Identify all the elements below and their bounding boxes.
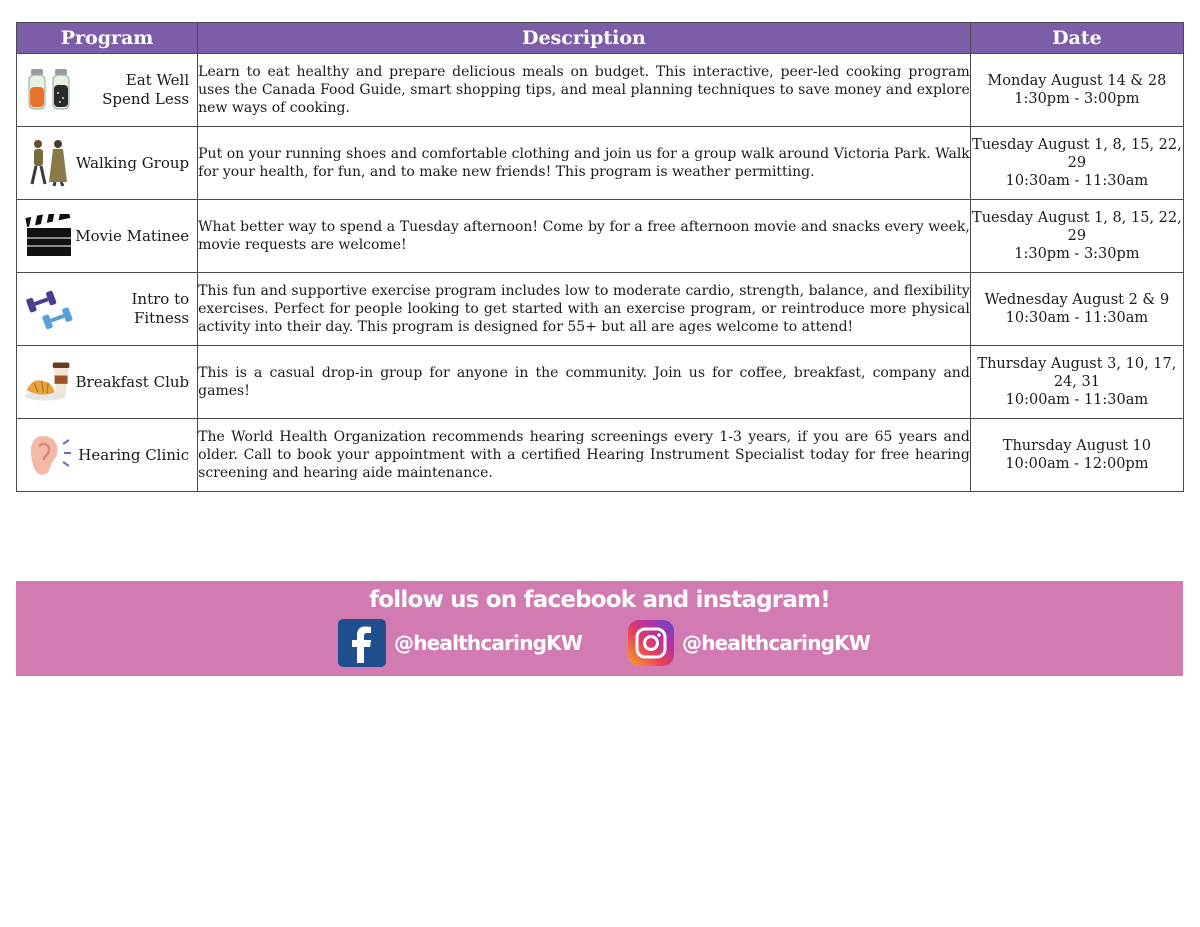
social-banner <box>16 581 1183 676</box>
dumbbells-icon <box>23 282 75 336</box>
program-description: The World Health Organization recommends hearing screenings every 1-3 years, if you are 65 years and older. Call to book your appointment with a certified Hearing Instrument Specialist today for free hearing screening and hearing aide maintenance. <box>198 419 971 492</box>
header-program: Program <box>17 23 198 54</box>
program-date <box>970 127 1183 200</box>
date-time: 1:30pm - 3:30pm <box>1014 246 1140 262</box>
date-days: Monday August 14 & 28 <box>987 73 1167 89</box>
table-row <box>17 273 1184 346</box>
program-description: Put on your running shoes and comfortable clothing and join us for a group walk around Victoria Park. Walk for your health, for fun, and to make new friends! This program is weather permitting. <box>198 127 971 200</box>
program-cell <box>17 346 197 418</box>
program-cell <box>17 273 197 345</box>
table-row <box>17 127 1184 200</box>
program-date <box>970 419 1183 492</box>
instagram-icon <box>628 620 674 666</box>
table-header-row <box>17 23 1184 54</box>
program-cell <box>17 200 197 272</box>
table-row <box>17 200 1184 273</box>
program-schedule-table <box>16 22 1184 492</box>
program-description: Learn to eat healthy and prepare delicious meals on budget. This interactive, peer-led cooking program uses the Canada Food Guide, smart shopping tips, and meal planning techniques to save money and explore new ways of cooking. <box>198 54 971 127</box>
banner-title: follow us on facebook and instagram! <box>369 587 830 613</box>
date-days: Tuesday August 1, 8, 15, 22, 29 <box>972 137 1182 171</box>
program-name: Eat Well Spend Less <box>102 71 190 108</box>
program-date <box>970 54 1183 127</box>
date-time: 10:30am - 11:30am <box>1005 310 1149 326</box>
walking-people-icon <box>23 136 75 190</box>
program-name: Hearing Clinic <box>78 445 190 464</box>
date-days: Wednesday August 2 & 9 <box>984 292 1170 308</box>
program-name: Walking Group <box>75 153 190 172</box>
date-time: 10:00am - 12:00pm <box>1005 456 1149 472</box>
program-description: This fun and supportive exercise program includes low to moderate cardio, strength, balance, and flexibility exercises. Perfect for people looking to get started with an exercise program, or reintroduce more physical activity into their day. This program is designed for 55+ but all are ages welcome to attend! <box>198 273 971 346</box>
date-time: 1:30pm - 3:00pm <box>1014 91 1140 107</box>
instagram-link[interactable] <box>628 619 870 667</box>
program-name: Movie Matinee <box>75 226 190 245</box>
program-cell <box>17 127 197 199</box>
program-description: This is a casual drop-in group for anyone in the community. Join us for coffee, breakfast, company and games! <box>198 346 971 419</box>
program-description: What better way to spend a Tuesday afternoon! Come by for a free afternoon movie and snacks every week, movie requests are welcome! <box>198 200 971 273</box>
date-time: 10:30am - 11:30am <box>1005 173 1149 189</box>
program-date <box>970 346 1183 419</box>
table-row <box>17 346 1184 419</box>
date-time: 10:00am - 11:30am <box>1005 392 1149 408</box>
program-date <box>970 200 1183 273</box>
program-name: Breakfast Club <box>75 372 190 391</box>
table-row <box>17 54 1184 127</box>
salt-pepper-shakers-icon <box>23 63 75 117</box>
facebook-handle: @healthcaringKW <box>394 631 583 655</box>
program-cell <box>17 54 197 126</box>
header-date: Date <box>970 23 1183 54</box>
date-days: Tuesday August 1, 8, 15, 22, 29 <box>972 210 1182 244</box>
program-date <box>970 273 1183 346</box>
facebook-icon <box>338 619 386 667</box>
ear-icon <box>23 428 75 482</box>
date-days: Thursday August 10 <box>1002 438 1151 454</box>
coffee-croissant-icon <box>23 355 75 409</box>
program-cell <box>17 419 197 491</box>
program-name: Intro to Fitness <box>131 290 190 327</box>
table-row <box>17 419 1184 492</box>
instagram-handle: @healthcaringKW <box>682 631 871 655</box>
facebook-link[interactable] <box>338 619 582 667</box>
header-description: Description <box>198 23 971 54</box>
date-days: Thursday August 3, 10, 17, 24, 31 <box>977 356 1177 390</box>
clapperboard-icon <box>23 209 75 263</box>
